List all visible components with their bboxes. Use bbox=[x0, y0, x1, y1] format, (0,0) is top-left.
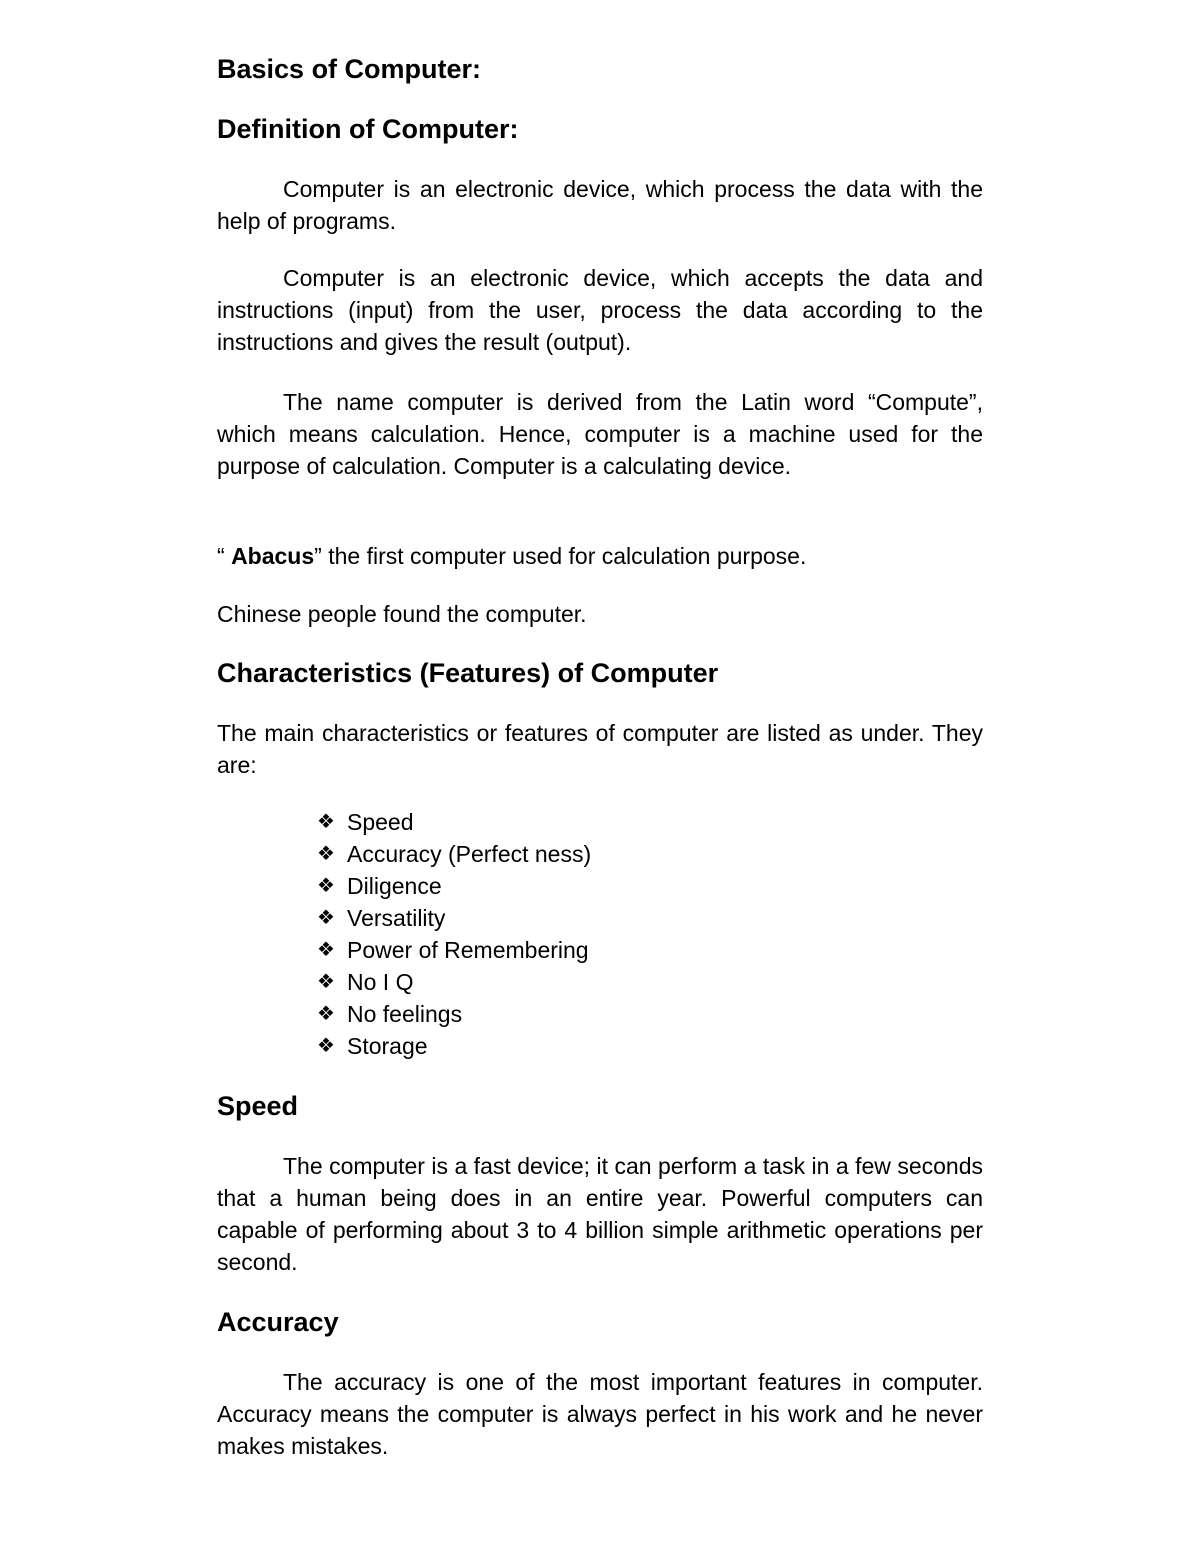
abacus-open-quote: “ bbox=[217, 543, 225, 569]
accuracy-heading: Accuracy bbox=[217, 1307, 339, 1337]
definition-paragraph-3: The name computer is derived from the Latin word “Compute”, which means calculation. Hence, computer is a machine used for the purpose of calculation. Computer is a calculating device. bbox=[217, 389, 983, 479]
definition-paragraph-2: Computer is an electronic device, which accepts the data and instructions (input) from the user, process the data according to the instructions and gives the result (output). bbox=[217, 265, 983, 355]
four-diamond-bullet-icon: ❖ bbox=[317, 843, 335, 865]
list-item-label: Diligence bbox=[347, 873, 442, 899]
characteristics-list bbox=[317, 806, 591, 1062]
abacus-paragraph bbox=[217, 540, 983, 572]
definition-paragraph-1: Computer is an electronic device, which process the data with the help of programs. bbox=[217, 176, 983, 234]
list-item bbox=[317, 966, 591, 998]
speed-heading: Speed bbox=[217, 1091, 299, 1121]
definition-heading: Definition of Computer: bbox=[217, 114, 519, 144]
chinese-paragraph: Chinese people found the computer. bbox=[217, 601, 587, 627]
document-title: Basics of Computer: bbox=[217, 54, 482, 84]
list-item-label: Storage bbox=[347, 1033, 428, 1059]
abacus-word: Abacus bbox=[231, 543, 315, 569]
speed-paragraph: The computer is a fast device; it can perform a task in a few seconds that a human being does in an entire year. Powerful computers can capable of performing about 3 to 4 billion simple arithmetic operations per second. bbox=[217, 1153, 983, 1275]
list-item bbox=[317, 1030, 591, 1062]
list-item bbox=[317, 934, 591, 966]
four-diamond-bullet-icon: ❖ bbox=[317, 875, 335, 897]
list-item bbox=[317, 806, 591, 838]
list-item bbox=[317, 998, 591, 1030]
four-diamond-bullet-icon: ❖ bbox=[317, 939, 335, 961]
list-item-label: No feelings bbox=[347, 1001, 463, 1027]
list-item-label: Speed bbox=[347, 809, 414, 835]
four-diamond-bullet-icon: ❖ bbox=[317, 811, 335, 833]
list-item-label: Accuracy (Perfect ness) bbox=[347, 841, 592, 867]
list-item-label: Power of Remembering bbox=[347, 937, 589, 963]
list-item-label: Versatility bbox=[347, 905, 446, 931]
list-item bbox=[317, 870, 591, 902]
four-diamond-bullet-icon: ❖ bbox=[317, 907, 335, 929]
list-item bbox=[317, 838, 591, 870]
four-diamond-bullet-icon: ❖ bbox=[317, 971, 335, 993]
four-diamond-bullet-icon: ❖ bbox=[317, 1003, 335, 1025]
four-diamond-bullet-icon: ❖ bbox=[317, 1035, 335, 1057]
list-item bbox=[317, 902, 591, 934]
characteristics-heading: Characteristics (Features) of Computer bbox=[217, 658, 719, 688]
list-item-label: No I Q bbox=[347, 969, 414, 995]
abacus-rest: ” the first computer used for calculation purpose. bbox=[314, 543, 807, 569]
characteristics-intro: The main characteristics or features of computer are listed as under. They are: bbox=[217, 720, 983, 778]
accuracy-paragraph: The accuracy is one of the most important features in computer. Accuracy means the computer is always perfect in his work and he never makes mistakes. bbox=[217, 1369, 983, 1459]
